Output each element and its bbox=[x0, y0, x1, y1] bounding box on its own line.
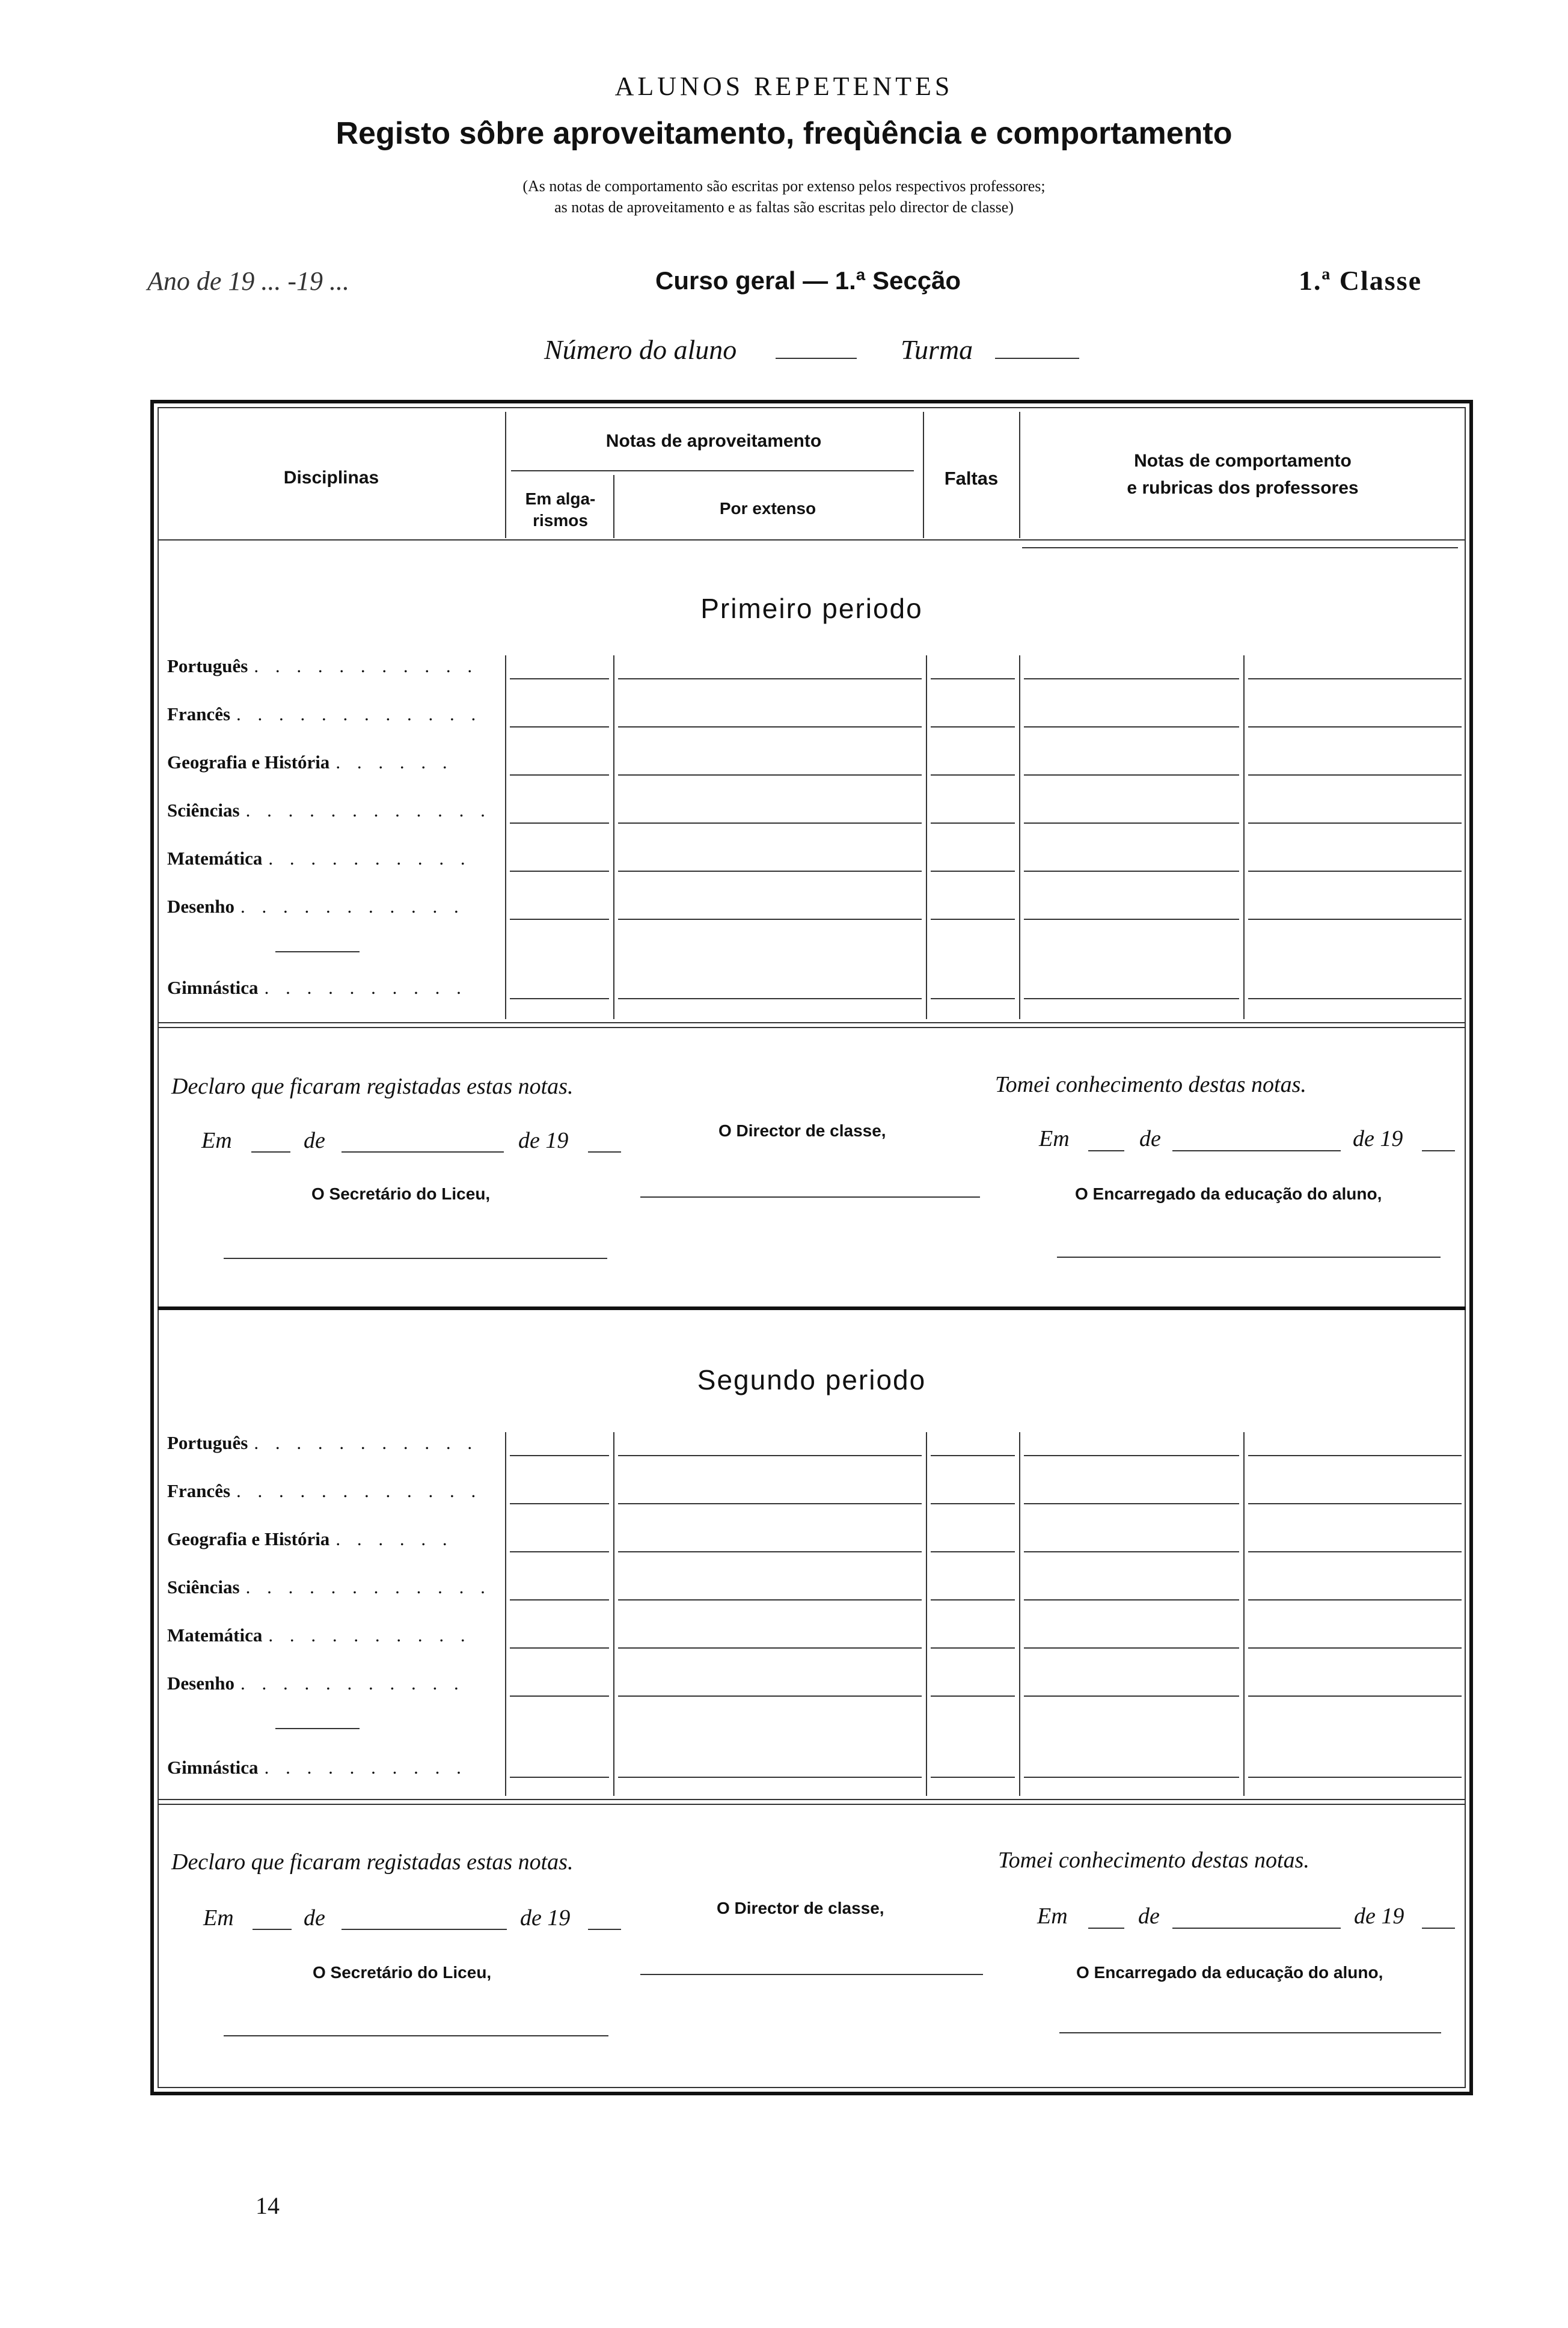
col-por-extenso: Por extenso bbox=[719, 499, 816, 518]
p1-em-right: Em bbox=[1039, 1126, 1070, 1151]
period-divider bbox=[158, 1306, 1466, 1310]
p1-vline-5 bbox=[1243, 655, 1245, 1019]
p2-de19-right-line bbox=[1422, 1928, 1455, 1929]
p1-encarregado-label: O Encarregado da educação do aluno, bbox=[1075, 1184, 1382, 1203]
header-bottom-line-2 bbox=[1022, 547, 1458, 548]
note-line-1: (As notas de comportamento são escritas por extenso pelos respectivos professores; bbox=[522, 177, 1046, 195]
p1-de19-right: de 19 bbox=[1353, 1126, 1403, 1151]
p2-vline-2 bbox=[613, 1432, 614, 1796]
year-field: Ano de 19 ... -19 ... bbox=[147, 266, 350, 296]
p1-subject-desenho: Desenho . . . . . . . . . . . bbox=[167, 896, 465, 917]
col-faltas: Faltas bbox=[944, 468, 999, 489]
p1-de-left-line bbox=[341, 1151, 504, 1153]
p1-de19-left-line bbox=[588, 1151, 621, 1153]
p2-vline-5 bbox=[1243, 1432, 1245, 1796]
p2-table-end-line-1 bbox=[158, 1799, 1466, 1800]
p1-de19-left: de 19 bbox=[518, 1128, 569, 1153]
p1-vline-4 bbox=[1019, 655, 1020, 1019]
p2-vline-1 bbox=[505, 1432, 506, 1796]
p2-subject-sciencias: Sciências . . . . . . . . . . . . bbox=[167, 1576, 491, 1597]
p2-de-left: de bbox=[304, 1905, 325, 1931]
p2-table-end-line-2 bbox=[158, 1804, 1466, 1805]
class-label: 1.ª Classe bbox=[1299, 265, 1423, 296]
p2-subject-gimnastica: Gimnástica . . . . . . . . . . bbox=[167, 1757, 467, 1778]
p2-em-left-line bbox=[253, 1929, 292, 1930]
p1-director-label: O Director de classe, bbox=[718, 1121, 886, 1140]
p1-vline-3 bbox=[926, 655, 927, 1019]
p2-subject-portugues: Português . . . . . . . . . . . bbox=[167, 1432, 479, 1453]
main-title: Registo sôbre aproveitamento, freqùência e comportamento bbox=[335, 116, 1233, 151]
p2-secretario-label: O Secretário do Liceu, bbox=[313, 1963, 492, 1982]
p2-de19-left: de 19 bbox=[520, 1905, 571, 1931]
p1-blank-subject-line bbox=[275, 951, 360, 952]
p2-director-label: O Director de classe, bbox=[717, 1899, 884, 1917]
turma-line bbox=[995, 358, 1079, 359]
p1-table-end-line-1 bbox=[158, 1022, 1466, 1023]
p2-encarregado-label: O Encarregado da educação do aluno, bbox=[1076, 1963, 1383, 1982]
p1-subject-matematica: Matemática . . . . . . . . . . bbox=[167, 848, 471, 869]
p1-subject-sciencias: Sciências . . . . . . . . . . . . bbox=[167, 800, 491, 821]
p1-de-right: de bbox=[1139, 1126, 1161, 1151]
p2-de19-right: de 19 bbox=[1354, 1904, 1404, 1929]
p1-secretario-label: O Secretário do Liceu, bbox=[311, 1184, 491, 1203]
col-disciplinas: Disciplinas bbox=[283, 468, 379, 488]
p2-secretario-line bbox=[224, 2035, 608, 2036]
page-number: 14 bbox=[256, 2192, 280, 2219]
col-sep-4 bbox=[1019, 412, 1020, 538]
aproveitamento-underline bbox=[511, 470, 914, 471]
period-1-title: Primeiro periodo bbox=[700, 593, 923, 624]
p2-em-left: Em bbox=[203, 1905, 234, 1931]
p1-de-left: de bbox=[304, 1128, 325, 1153]
header-bottom-line bbox=[158, 539, 1466, 541]
p1-encarregado-line bbox=[1057, 1257, 1441, 1258]
p2-em-right-line bbox=[1088, 1928, 1124, 1929]
p2-de-right: de bbox=[1138, 1904, 1160, 1929]
p2-subject-desenho: Desenho . . . . . . . . . . . bbox=[167, 1673, 465, 1694]
p1-declaro: Declaro que ficaram registadas estas notas. bbox=[171, 1074, 574, 1099]
p2-blank-subject-line bbox=[275, 1728, 360, 1729]
col-notas-comportamento-2: e rubricas dos professores bbox=[1127, 478, 1359, 498]
p2-subject-matematica: Matemática . . . . . . . . . . bbox=[167, 1625, 471, 1646]
turma-label: Turma bbox=[901, 334, 973, 365]
p1-de-right-line bbox=[1172, 1150, 1341, 1151]
note-line-2: as notas de aproveitamento e as faltas são escritas pelo director de classe) bbox=[554, 198, 1014, 216]
p1-de19-right-line bbox=[1422, 1150, 1455, 1151]
period-2-title: Segundo periodo bbox=[697, 1364, 926, 1395]
p1-table-end-line-2 bbox=[158, 1027, 1466, 1028]
p2-de-right-line bbox=[1172, 1928, 1341, 1929]
p1-subject-gimnastica: Gimnástica . . . . . . . . . . bbox=[167, 977, 467, 998]
p1-em-right-line bbox=[1088, 1150, 1124, 1151]
p1-subject-portugues: Português . . . . . . . . . . . bbox=[167, 655, 479, 676]
p1-vline-1 bbox=[505, 655, 506, 1019]
col-em-algarismos: Em alga- rismos bbox=[525, 489, 596, 530]
student-number-line bbox=[776, 358, 857, 359]
p1-em-left: Em bbox=[201, 1128, 232, 1153]
p2-tomei: Tomei conhecimento destas notas. bbox=[998, 1848, 1309, 1873]
p2-vline-4 bbox=[1019, 1432, 1020, 1796]
p2-encarregado-line bbox=[1059, 2032, 1441, 2033]
p1-subject-geografia: Geografia e História . . . . . . bbox=[167, 752, 453, 773]
course-label: Curso geral — 1.ª Secção bbox=[655, 266, 961, 295]
p1-secretario-line bbox=[224, 1258, 607, 1259]
p1-director-line bbox=[640, 1196, 980, 1198]
p2-subject-frances: Francês . . . . . . . . . . . . bbox=[167, 1480, 482, 1501]
p1-em-left-line bbox=[251, 1151, 290, 1153]
col-notas-aproveitamento: Notas de aproveitamento bbox=[605, 431, 822, 451]
col-notas-comportamento-1: Notas de comportamento bbox=[1134, 451, 1352, 471]
p2-declaro: Declaro que ficaram registadas estas notas. bbox=[171, 1849, 574, 1875]
p2-de-left-line bbox=[341, 1929, 507, 1930]
p1-vline-2 bbox=[613, 655, 614, 1019]
p2-em-right: Em bbox=[1037, 1904, 1068, 1929]
p2-vline-3 bbox=[926, 1432, 927, 1796]
p1-tomei: Tomei conhecimento destas notas. bbox=[995, 1072, 1306, 1097]
student-number-label: Número do aluno bbox=[544, 334, 737, 365]
p2-subject-geografia: Geografia e História . . . . . . bbox=[167, 1528, 453, 1549]
top-title: ALUNOS REPETENTES bbox=[614, 72, 954, 101]
p1-subject-frances: Francês . . . . . . . . . . . . bbox=[167, 703, 482, 724]
p2-director-line bbox=[640, 1974, 983, 1975]
p2-de19-left-line bbox=[588, 1929, 621, 1930]
